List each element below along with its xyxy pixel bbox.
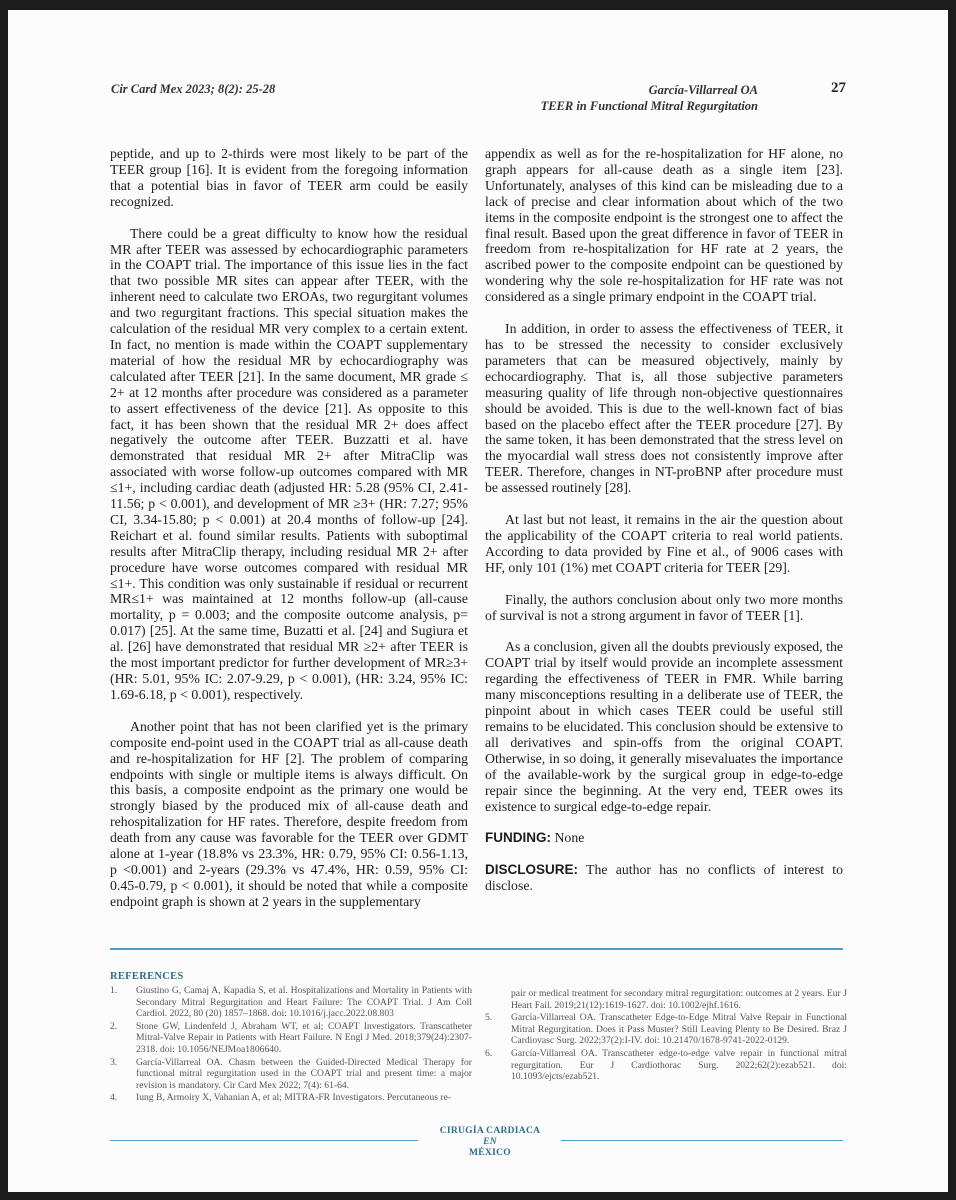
reference-text: García-Villarreal OA. Chasm between the Guided-Directed Medical Therapy for functional mitral regurgitation used in the COAPT trial and present time: a major revision is mandatory. Cir Card Mex 2022; 7(4): 61-64. — [136, 1056, 472, 1091]
reference-continuation — [485, 988, 847, 1011]
reference-text: pair or medical treatment for secondary mitral regurgitation: outcomes at 2 years. Eur J Heart Fail. 2019;21(12):1619-1627. doi: 10.1002/ejhf.1616. — [511, 988, 847, 1011]
logo-line-2: EN — [483, 1137, 497, 1147]
running-title: TEER in Functional Mitral Regurgitation — [540, 99, 758, 113]
body-paragraph: Another point that has not been clarified yet is the primary composite end-point used in the COAPT trial as all-cause death and re-hospitalization for HF [2]. The problem of comparing endpoints with single or multiple items is always difficult. On this basis, a composite endpoint as the primary one would be strongly biased by the produced mix of all-cause death and rehospitalization for HF rates. Therefore, despite freedom from death from any cause was favorable for the TEER over GDMT alone at 1-year (18.8% vs 23.3%, HR: 0.79, 95% CI: 0.56-1.13, p <0.001) and 2-years (29.3% vs 47.4%, HR: 0.59, 95% CI: 0.45-0.79, p < 0.001), it should be noted that while a composite endpoint graph is shown at 2 years in the supplementary — [110, 718, 468, 909]
disclosure-label: DISCLOSURE: — [485, 862, 579, 878]
logo-line-1: CIRUGÍA CARDIACA — [439, 1126, 541, 1136]
body-paragraph: In addition, in order to assess the effectiveness of TEER, it has to be stressed the necessity to consider exclusively parameters that can be measured objectively, mainly by echocardiography. That is, all those subjective parameters measuring quality of life through non-objective questionnaires should be avoided. This is due to the well-known fact of bias based on the placebo effect after the TEER procedure [27]. By the same token, it has been demonstrated that the stress level on the myocardial wall stress does not consistently improve after TEER. Therefore, changes in NT-proBNP after procedure must be assessed routinely [28]. — [485, 321, 843, 496]
journal-citation: Cir Card Mex 2023; 8(2): 25-28 — [111, 82, 276, 96]
reference-item — [485, 1048, 847, 1083]
reference-text: Iung B, Armoiry X, Vahanian A, et al; MITRA-FR Investigators. Percutaneous re- — [136, 1092, 452, 1104]
running-author: García-Villarreal OA — [648, 83, 758, 97]
funding-text: None — [554, 830, 585, 846]
reference-item — [485, 1012, 847, 1047]
body-paragraph: peptide, and up to 2-thirds were most likely to be part of the TEER group [16]. It is evident from the foregoing information that a potential bias in favor of TEER arm could be easily recognized. — [110, 146, 468, 209]
reference-item — [110, 1021, 472, 1056]
logo-line-3: MÉXICO — [469, 1148, 511, 1158]
reference-number: 5. — [485, 1012, 493, 1024]
disclosure-statement — [485, 862, 843, 894]
reference-text: Stone GW, Lindenfeld J, Abraham WT, et al; COAPT Investigators. Transcatheter Mitral-Valve Repair in Patients with Heart Failure. N Engl J Med. 2018;379(24):2307-2318. doi: 10.1056/NEJMoa1806640. — [136, 1020, 472, 1055]
funding-statement — [485, 830, 843, 846]
disclosure-text: The author has no conflicts of interest to disclose. — [485, 862, 844, 894]
reference-number: 3. — [110, 1056, 118, 1068]
references-left — [110, 985, 472, 1105]
reference-text: García-Villarreal OA. Transcatheter Edge-to-Edge Mitral Valve Repair in Functional Mitral Regurgitation. Does it Pass Muster? Still Leaving Plenty to Be Desired. Braz J Cardiovasc Surg. 2022;37(2):I-IV. doi: 10.21470/1678-9741-2022-0129. — [511, 1012, 847, 1047]
journal-logo — [420, 1126, 560, 1159]
reference-item — [110, 1092, 472, 1104]
reference-item — [110, 1057, 472, 1092]
references-right — [485, 988, 847, 1084]
reference-item — [110, 985, 472, 1020]
section-divider — [110, 948, 843, 950]
right-column — [485, 146, 843, 910]
footer-rule-right — [561, 1140, 843, 1141]
body-paragraph: There could be a great difficulty to know how the residual MR after TEER was assessed by echocardiographic parameters in the COAPT trial. The importance of this issue lies in the fact that two possible MR sites can appear after TEER, with the inherent need to calculate two EROAs, two regurgitant volumes and two regurgitant fractions. This special situation makes the calculation of the residual MR very complex to a certain extent. In fact, no mention is made within the COAPT supplementary material of how the residual MR by echocardiography was calculated after TEER [21]. In the same document, MR grade ≤ 2+ at 12 months after procedure was considered as a parameter to assert effectiveness of the device [21]. As opposite to this fact, it has been shown that the residual MR 2+ does affect negatively the outcome after TEER. Buzzatti et al. have demonstrated that residual MR 2+ after MitraClip was associated with worse follow-up outcomes compared with MR ≤1+, including cardiac death (adjusted HR: 5.28 (95% CI, 2.41-11.56; p < 0.001), and development of MR ≥3+ (HR: 7.27; 95% CI, 3.34-15.80; p < 0.001) at 20.4 months of follow-up [24]. Reichart et al. found similar results. Patients with suboptimal results after MitraClip therapy, including residual MR 2+ after procedure have worse outcomes compared with residual MR ≤1+. This condition was only sustainable if residual or recurrent MR≤1+ was maintained at 12 months follow-up (all-cause mortality, p = 0.003; and the composite outcome analysis, p= 0.017) [25]. At the same time, Buzatti et al. [24] and Sugiura et al. [26] have demonstrated that residual MR ≥2+ after TEER is the most important predictor for further development of MR≥3+ (HR: 5.01, 95% IC: 2.07-9.29, p < 0.001), (HR: 3.24, 95% IC: 1.69-6.18, p < 0.001), respectively. — [110, 225, 468, 702]
page-number: 27 — [831, 80, 846, 96]
body-paragraph: At last but not least, it remains in the air the question about the applicability of the COAPT criteria to real world patients. According to data provided by Fine et al., of 9006 cases with HF, only 101 (1%) met COAPT criteria for TEER [29]. — [485, 512, 843, 575]
references-heading: REFERENCES — [110, 971, 184, 982]
funding-label: FUNDING: — [485, 830, 551, 846]
reference-text: García-Villarreal OA. Transcatheter edge-to-edge valve repair in functional mitral regurgitation. Eur J Cardiothorac Surg. 2022;62(2):ezab521. doi: 10.1093/ejcts/ezab521. — [511, 1047, 847, 1083]
reference-number: 4. — [110, 1092, 118, 1104]
footer-rule-left — [110, 1140, 418, 1141]
reference-number: 1. — [110, 985, 118, 996]
reference-number: 2. — [110, 1020, 118, 1032]
reference-number: 6. — [485, 1047, 493, 1059]
body-paragraph: Finally, the authors conclusion about only two more months of survival is not a strong argument in favor of TEER [1]. — [485, 591, 843, 623]
body-paragraph: As a conclusion, given all the doubts previously exposed, the COAPT trial by itself would provide an incomplete assessment regarding the effectiveness of TEER in FMR. While barring many misconceptions resulting in a deliberate use of TEER, the pinpoint about in which cases TEER could be useful still remains to be elucidated. This conclusion should be extensive to all derivatives and spin-offs from the original COAPT. Otherwise, in so doing, it generally misevaluates the importance of the available-work by the surgical group in edge-to-edge repair since the beginning. At the very end, TEER owes its existence to surgical edge-to-edge repair. — [485, 639, 843, 814]
reference-text: Giustino G, Camaj A, Kapadia S, et al. Hospitalizations and Mortality in Patients with Secondary Mitral Regurgitation and Heart Failure: The COAPT Trial. J Am Coll Cardiol. 2022, 80 (20) 1857–1868. doi: 10.1016/j.jacc.2022.08.803 — [136, 985, 472, 1020]
journal-page — [8, 10, 948, 1192]
body-paragraph: appendix as well as for the re-hospitalization for HF alone, no graph appears for all-cause death as a single item [23]. Unfortunately, analyses of this kind can be misleading due to a lack of precise and clear information about which of the two items in the composite endpoint is the strongest one to affect the final result. Based upon the great difference in favor of TEER in freedom from re-hospitalization for HF rate at 2 years, the ascribed power to the composite endpoint can be questioned by wondering why the sole re-hospitalization for HF rate was not considered as a single primary endpoint in the COAPT trial. — [485, 146, 843, 305]
left-column — [110, 146, 468, 926]
running-header — [541, 82, 758, 114]
